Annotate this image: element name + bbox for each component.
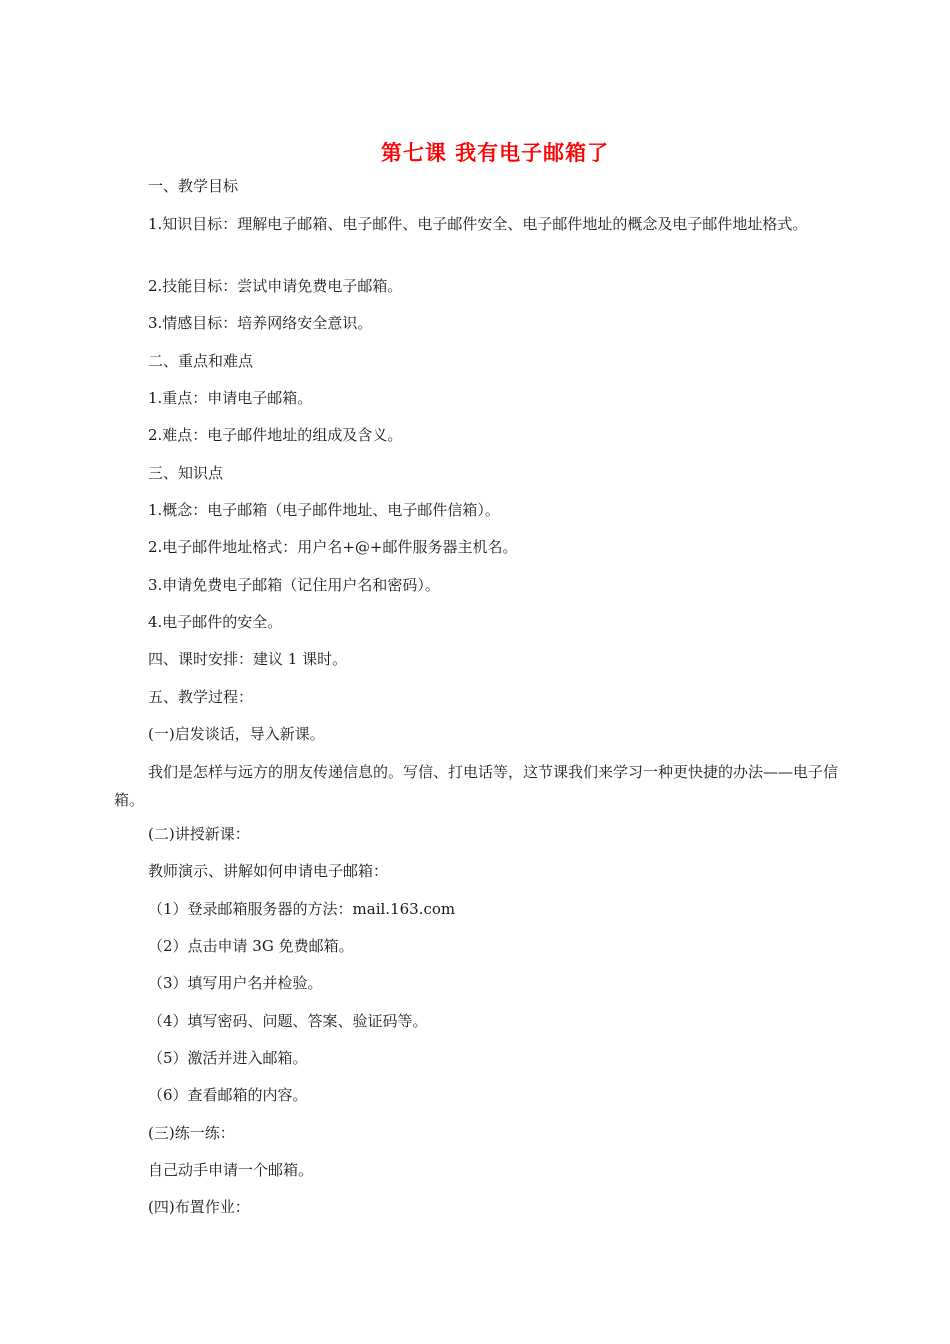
procedure-item-3: （3）填写用户名并检验。 [148, 974, 323, 992]
process-step-4-heading: (四)布置作业： [148, 1198, 250, 1216]
page-title: 第七课 我有电子邮箱了 [380, 141, 610, 165]
process-step-2-heading: (二)讲授新课： [148, 825, 250, 843]
procedure-item-5: （5）激活并进入邮箱。 [148, 1049, 308, 1067]
process-step-3-heading: (三)练一练： [148, 1124, 235, 1142]
procedure-item-4: （4）填写密码、问题、答案、验证码等。 [148, 1012, 428, 1030]
process-step-2-intro: 教师演示、讲解如何申请电子邮箱： [148, 862, 389, 880]
objective-knowledge: 1.知识目标：理解电子邮箱、电子邮件、电子邮件安全、电子邮件地址的概念及电子邮件地址格式。 [148, 215, 808, 233]
section-heading-keypoints: 二、重点和难点 [148, 352, 254, 370]
knowledge-item-3: 3.申请免费电子邮箱（记住用户名和密码）。 [148, 576, 440, 594]
process-step-3-text: 自己动手申请一个邮箱。 [148, 1161, 314, 1179]
keypoint-focus: 1.重点：申请电子邮箱。 [148, 389, 313, 407]
section-heading-schedule: 四、课时安排：建议 1 课时。 [148, 650, 348, 668]
objective-skill: 2.技能目标：尝试申请免费电子邮箱。 [148, 277, 403, 295]
knowledge-item-1: 1.概念：电子邮箱（电子邮件地址、电子邮件信箱）。 [148, 501, 500, 519]
section-heading-objectives: 一、教学目标 [148, 177, 239, 195]
procedure-item-6: （6）查看邮箱的内容。 [148, 1086, 308, 1104]
keypoint-difficulty: 2.难点：电子邮件地址的组成及含义。 [148, 426, 403, 444]
process-step-1-text: 我们是怎样与远方的朋友传递信息的。写信、打电话等，这节课我们来学习一种更快捷的办法——电子信箱。 [114, 763, 839, 809]
procedure-item-1: （1）登录邮箱服务器的方法：mail.163.com [148, 900, 456, 918]
knowledge-item-4: 4.电子邮件的安全。 [148, 613, 283, 631]
section-heading-knowledge: 三、知识点 [148, 464, 224, 482]
section-heading-process: 五、教学过程： [148, 688, 254, 706]
procedure-item-2: （2）点击申请 3G 免费邮箱。 [148, 937, 354, 955]
knowledge-item-2: 2.电子邮件地址格式：用户名+@+邮件服务器主机名。 [148, 538, 518, 556]
process-step-1-heading: (一)启发谈话，导入新课。 [148, 725, 325, 743]
objective-emotion: 3.情感目标：培养网络安全意识。 [148, 314, 373, 332]
